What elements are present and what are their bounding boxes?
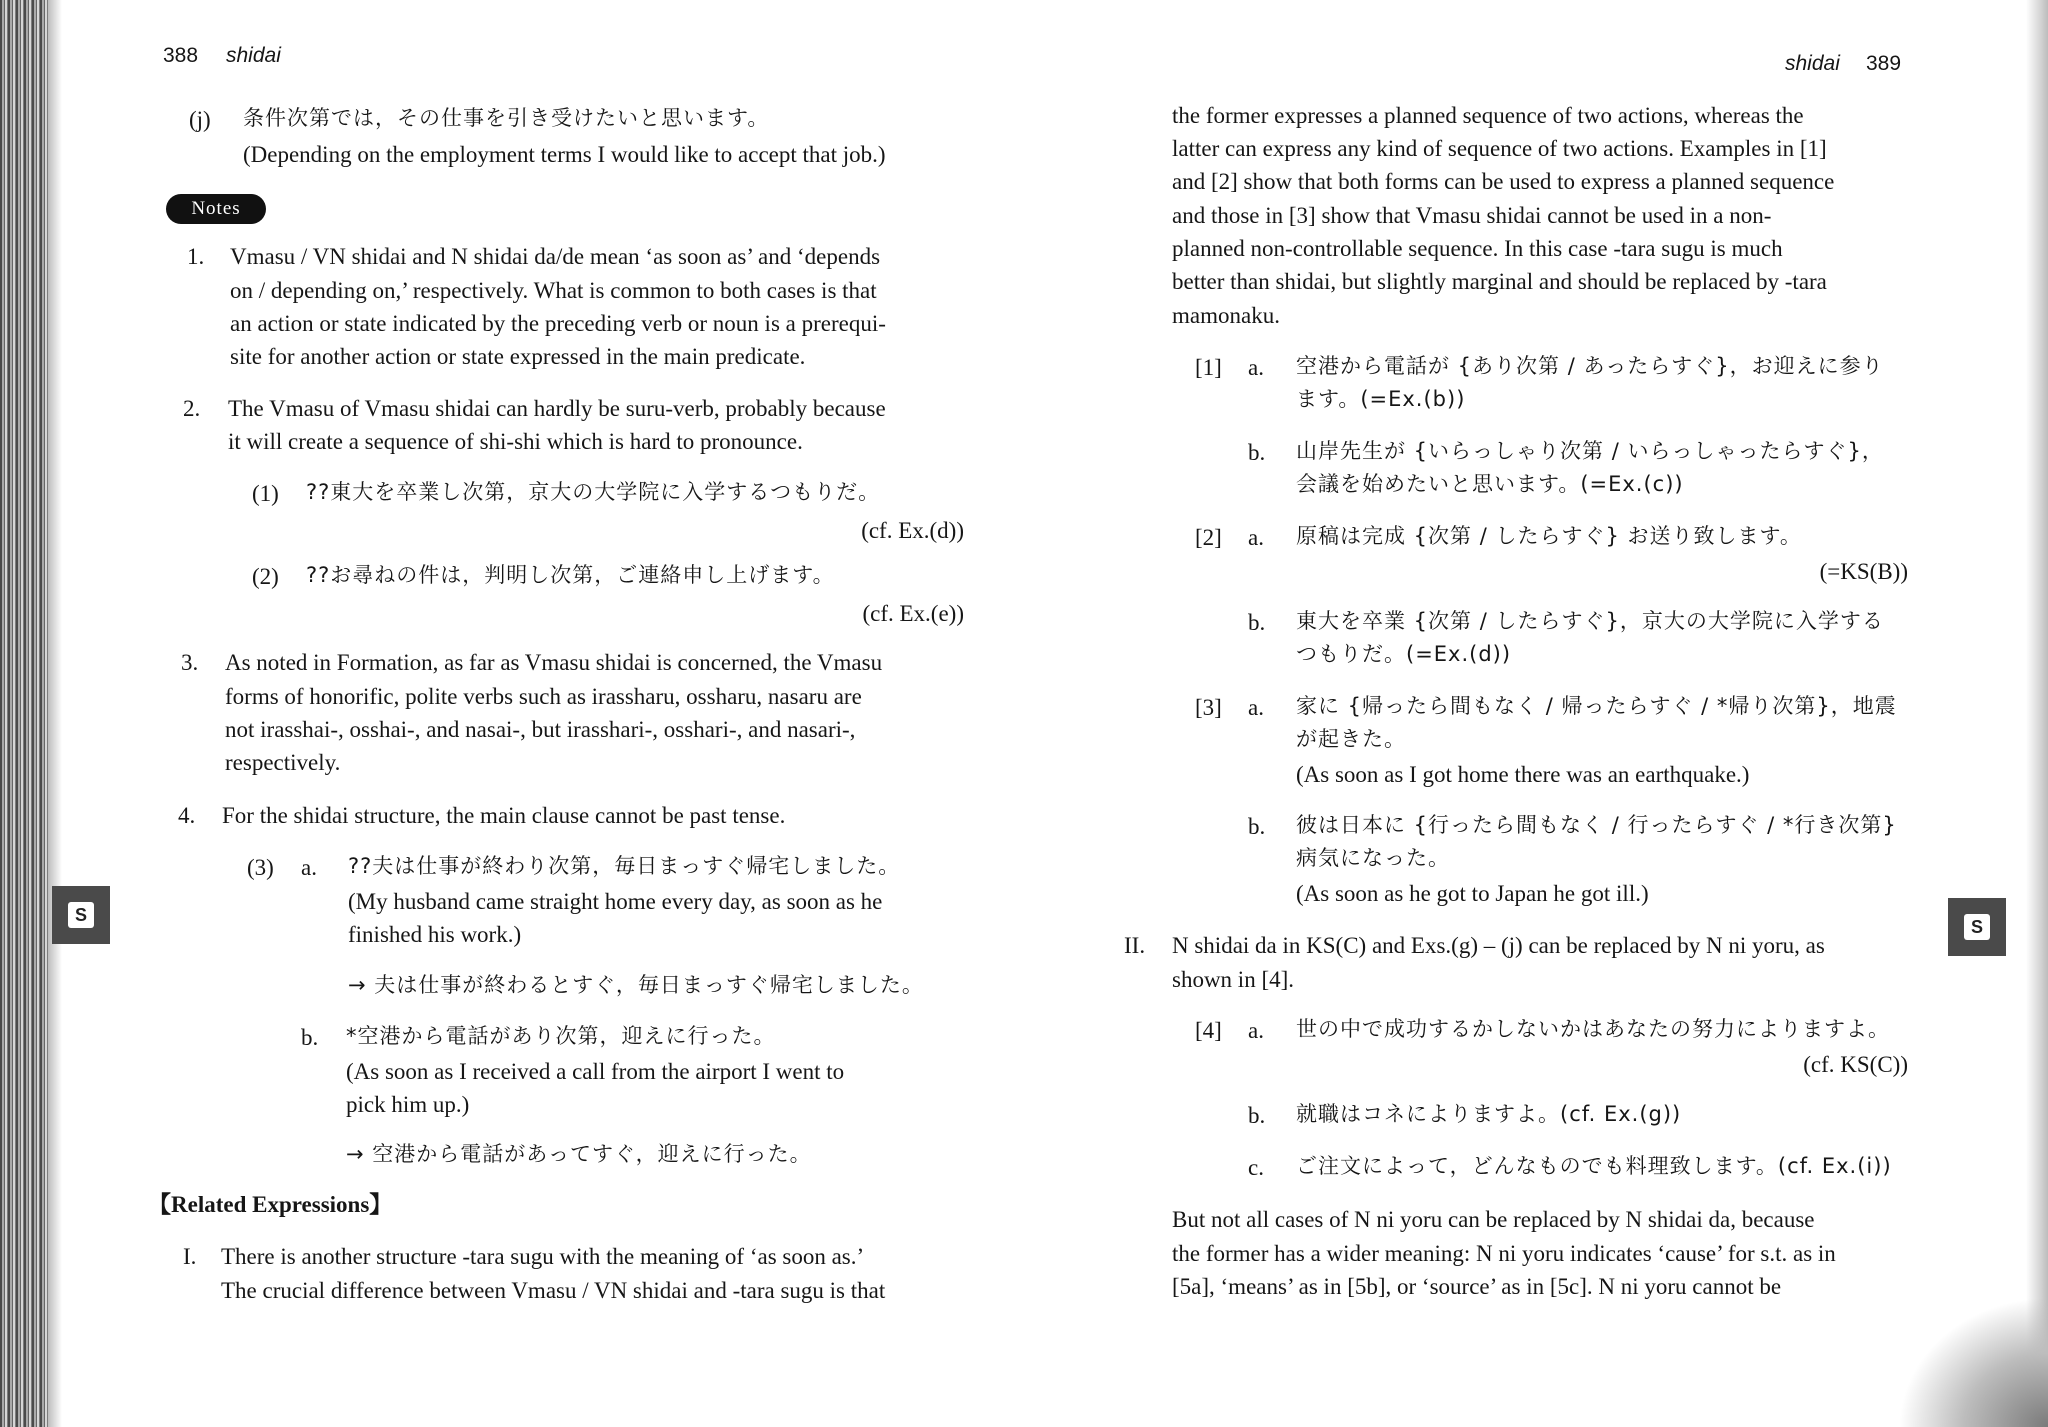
english-translation: (Depending on the employment terms I would like to accept that job.) (243, 142, 886, 167)
body-line: But not all cases of N ni yoru can be replaced by N shidai da, because (1172, 1207, 1815, 1232)
body-line: and those in [3] show that Vmasu shidai cannot be used in a non- (1172, 203, 1772, 228)
example-label: (3) (247, 855, 274, 880)
note-line: forms of honorific, polite verbs such as irassharu, ossharu, nasaru are (225, 684, 862, 709)
japanese-sentence: 就職はコネによりますよ。(cf. Ex.(g)) (1296, 1102, 1682, 1126)
note-line: it will create a sequence of shi-shi which is hard to pronounce. (228, 429, 803, 454)
note-line: Vmasu / VN shidai and N shidai da/de mean ‘as soon as’ and ‘depends (230, 244, 881, 269)
body-line: latter can express any kind of sequence of two actions. Examples in [1] (1172, 136, 1827, 161)
english-translation: (As soon as he got to Japan he got ill.) (1296, 881, 1649, 906)
japanese-sentence: 世の中で成功するかしないかはあなたの努力によりますよ。 (1296, 1017, 1890, 1041)
example-label: (2) (252, 564, 279, 589)
example-sub-label: c. (1248, 1155, 1264, 1180)
english-translation: (As soon as I got home there was an earthquake.) (1296, 762, 1750, 787)
japanese-sentence: 会議を始めたいと思います。(=Ex.(c)) (1296, 472, 1684, 496)
body-line: [5a], ‘means’ as in [5b], or ‘source’ as in [5c]. N ni yoru cannot be (1172, 1274, 1782, 1299)
note-number: 1. (187, 244, 205, 269)
japanese-sentence: が起きた。 (1296, 727, 1406, 751)
example-sub-label: a. (1248, 525, 1264, 550)
note-line: As noted in Formation, as far as Vmasu shidai is concerned, the Vmasu (225, 650, 883, 675)
body-line: the former has a wider meaning: N ni yoru indicates ‘cause’ for s.t. as in (1172, 1241, 1836, 1266)
notes-badge: Notes (166, 194, 266, 224)
english-translation: (As soon as I received a call from the airport I went to (346, 1059, 845, 1084)
japanese-sentence: ??夫は仕事が終わり次第，毎日まっすぐ帰宅しました。 (348, 854, 901, 878)
example-sub-label: a. (1248, 355, 1264, 380)
japanese-sentence: 家に {帰ったら間もなく / 帰ったらすぐ / *帰り次第}，地震 (1296, 694, 1897, 718)
note-number: 4. (178, 803, 196, 828)
note-line: respectively. (225, 750, 341, 775)
example-label: [2] (1195, 525, 1222, 550)
tab-letter: S (68, 902, 94, 928)
example-label: [1] (1195, 355, 1222, 380)
cross-reference: (=KS(B)) (1819, 559, 1908, 584)
english-translation: pick him up.) (346, 1092, 470, 1117)
related-number: II. (1124, 933, 1146, 958)
example-sub-label: b. (1248, 440, 1266, 465)
body-line: mamonaku. (1172, 303, 1280, 328)
japanese-sentence: ます。(=Ex.(b)) (1296, 387, 1466, 411)
cross-reference: (cf. KS(C)) (1803, 1052, 1908, 1077)
right-page-edge (2026, 0, 2048, 1427)
corrected-sentence: → 空港から電話があってすぐ，迎えに行った。 (346, 1142, 812, 1166)
japanese-sentence: 彼は日本に {行ったら間もなく / 行ったらすぐ / *行き次第} (1296, 813, 1897, 837)
example-sub-label: a. (1248, 1018, 1264, 1043)
related-number: I. (183, 1244, 197, 1269)
cross-reference: (cf. Ex.(d)) (861, 518, 964, 543)
left-page-number: 388 (163, 44, 199, 67)
example-sub-label: b. (1248, 610, 1266, 635)
example-label: [3] (1195, 695, 1222, 720)
example-label: (j) (189, 107, 211, 132)
japanese-sentence: 空港から電話が {あり次第 / あったらすぐ}，お迎えに参り (1296, 354, 1884, 378)
corrected-sentence: → 夫は仕事が終わるとすぐ，毎日まっすぐ帰宅しました。 (348, 973, 924, 997)
note-line: The Vmasu of Vmasu shidai can hardly be suru-verb, probably because (228, 396, 886, 421)
note-number: 2. (183, 396, 201, 421)
related-line: The crucial difference between Vmasu / VN shidai and -tara sugu is that (221, 1278, 886, 1303)
related-line: shown in [4]. (1172, 967, 1295, 992)
english-translation: (My husband came straight home every day, as soon as he (348, 889, 883, 914)
example-label: (1) (252, 481, 279, 506)
japanese-sentence: 山岸先生が {いらっしゃり次第 / いらっしゃったらすぐ}， (1296, 439, 1884, 463)
example-label: [4] (1195, 1018, 1222, 1043)
note-line: an action or state indicated by the preceding verb or noun is a prerequi- (230, 311, 886, 336)
section-heading: 【Related Expressions】 (148, 1192, 393, 1217)
note-line: on / depending on,’ respectively. What is common to both cases is that (230, 278, 877, 303)
japanese-sentence: ??東大を卒業し次第，京大の大学院に入学するつもりだ。 (306, 480, 881, 504)
note-line: site for another action or state expressed in the main predicate. (230, 344, 806, 369)
japanese-sentence: *空港から電話があり次第，迎えに行った。 (346, 1024, 776, 1048)
japanese-sentence: 病気になった。 (1296, 846, 1450, 870)
body-line: the former expresses a planned sequence of two actions, whereas the (1172, 103, 1804, 128)
body-line: and [2] show that both forms can be used to express a planned sequence (1172, 169, 1835, 194)
cross-reference: (cf. Ex.(e)) (862, 601, 964, 626)
japanese-sentence: ご注文によって，どんなものでも料理致します。(cf. Ex.(i)) (1296, 1154, 1892, 1178)
right-page-number: 389 (1866, 52, 1902, 75)
left-running-head: shidai (226, 44, 281, 67)
japanese-sentence: 原稿は完成 {次第 / したらすぐ} お送り致します。 (1296, 524, 1802, 548)
left-thumb-index-tab (52, 886, 110, 944)
note-line: not irasshai-, osshai-, and nasai-, but irasshari-, osshari-, and nasari-, (225, 717, 856, 742)
tab-letter: S (1964, 914, 1990, 940)
left-binding-edge (0, 0, 48, 1427)
body-line: better than shidai, but slightly marginal and should be replaced by -tara (1172, 269, 1827, 294)
related-line: There is another structure -tara sugu with the meaning of ‘as soon as.’ (221, 1244, 865, 1269)
right-running-head: shidai (1785, 52, 1840, 75)
example-sub-label: a. (1248, 695, 1264, 720)
english-translation: finished his work.) (348, 922, 522, 947)
right-thumb-index-tab (1948, 898, 2006, 956)
example-sub-label: b. (1248, 814, 1266, 839)
note-line: For the shidai structure, the main clause cannot be past tense. (222, 803, 786, 828)
related-line: N shidai da in KS(C) and Exs.(g) – (j) can be replaced by N ni yoru, as (1172, 933, 1825, 958)
body-line: planned non-controllable sequence. In this case -tara sugu is much (1172, 236, 1783, 261)
right-corner-shadow (1898, 1297, 2048, 1427)
japanese-sentence: 条件次第では，その仕事を引き受けたいと思います。 (243, 106, 770, 130)
left-binding-shadow (48, 0, 62, 1427)
japanese-sentence: ??お尋ねの件は，判明し次第，ご連絡申し上げます。 (306, 563, 835, 587)
example-sub-label: b. (301, 1025, 319, 1050)
japanese-sentence: つもりだ。(=Ex.(d)) (1296, 642, 1512, 666)
note-number: 3. (181, 650, 199, 675)
example-sub-label: b. (1248, 1103, 1266, 1128)
japanese-sentence: 東大を卒業 {次第 / したらすぐ}，京大の大学院に入学する (1296, 609, 1884, 633)
example-sub-label: a. (301, 855, 317, 880)
